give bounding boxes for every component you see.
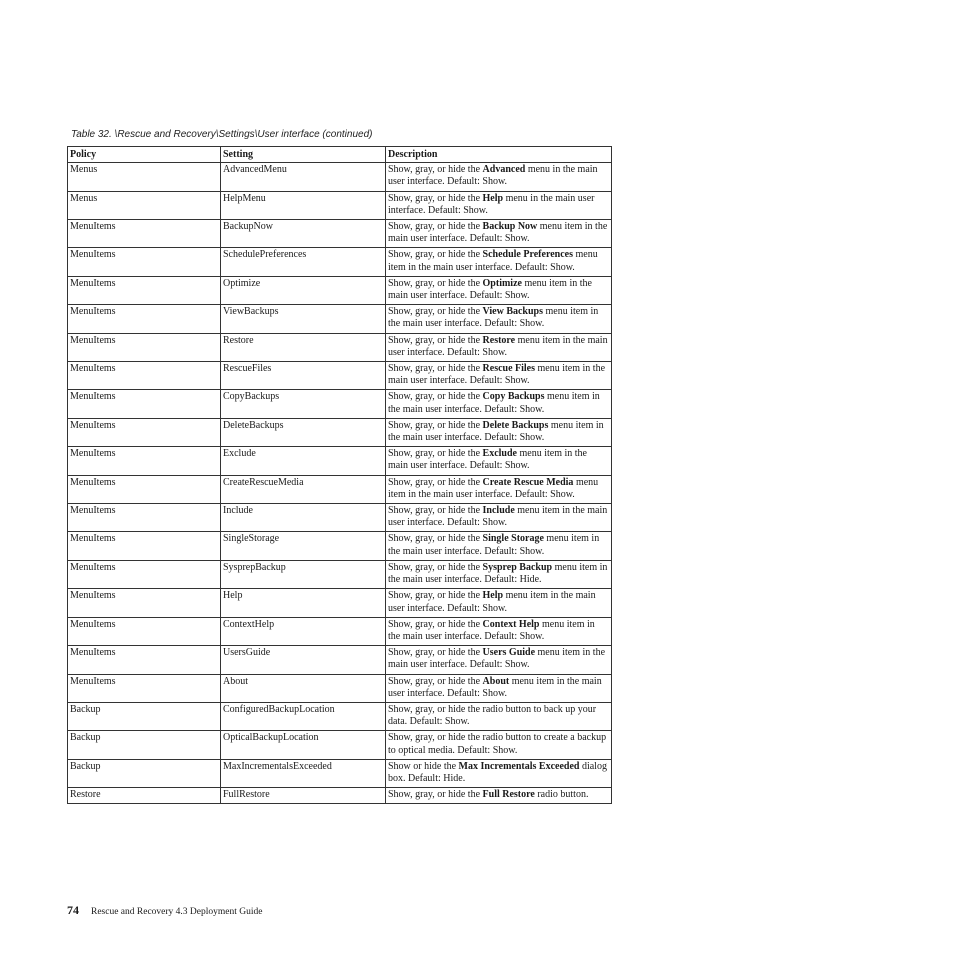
table-caption: Table 32. \Rescue and Recovery\Settings\User interface (continued) (71, 129, 373, 140)
description-text: menu item in the main user interface. Default: Show. (388, 334, 608, 358)
description-text: radio button. (534, 789, 589, 801)
description-cell (386, 390, 612, 418)
table-row (68, 418, 612, 446)
policy-cell: MenuItems (68, 362, 221, 390)
description-text: Show, gray, or hide the (388, 647, 483, 659)
setting-cell: ContextHelp (221, 617, 386, 645)
description-keyword: Optimize (482, 277, 522, 289)
table-row (68, 390, 612, 418)
description-text: menu item in the main user interface. Default: Show. (388, 590, 596, 614)
table-row (68, 617, 612, 645)
setting-cell: BackupNow (221, 220, 386, 248)
table-row (68, 248, 612, 276)
description-cell (386, 560, 612, 588)
policy-cell: MenuItems (68, 390, 221, 418)
description-keyword: Help (482, 192, 504, 204)
description-keyword: Max Incrementals Exceeded (458, 760, 580, 772)
description-keyword: Sysprep Backup (482, 561, 553, 573)
description-cell (386, 333, 612, 361)
description-cell (386, 305, 612, 333)
table-row (68, 674, 612, 702)
table-row (68, 788, 612, 804)
description-keyword: Copy Backups (482, 391, 545, 403)
setting-cell: Include (221, 504, 386, 532)
policy-cell: Backup (68, 759, 221, 787)
setting-cell: SchedulePreferences (221, 248, 386, 276)
description-keyword: Delete Backups (482, 419, 549, 431)
description-cell (386, 759, 612, 787)
page-number: 74 (67, 903, 79, 917)
description-text: menu item in the main user interface. Default: Show. (388, 618, 595, 642)
description-cell (386, 702, 612, 730)
description-text: menu item in the main user interface. Default: Show. (388, 647, 606, 671)
policy-cell: MenuItems (68, 646, 221, 674)
description-text: Show, gray, or hide the (388, 192, 483, 204)
description-text: Show, gray, or hide the (388, 306, 483, 318)
setting-cell: Help (221, 589, 386, 617)
policy-cell: Menus (68, 191, 221, 219)
setting-cell: OpticalBackupLocation (221, 731, 386, 759)
description-text: menu item in the main user interface. Default: Show. (388, 419, 604, 444)
description-keyword: Restore (482, 334, 516, 346)
description-keyword: Include (482, 505, 515, 517)
policy-cell: MenuItems (68, 504, 221, 532)
description-cell (386, 362, 612, 390)
setting-cell: SysprepBackup (221, 560, 386, 588)
table-row (68, 589, 612, 617)
header-setting: Setting (221, 147, 386, 163)
table-row (68, 191, 612, 219)
setting-cell: CopyBackups (221, 390, 386, 418)
description-keyword: Context Help (482, 618, 540, 630)
description-text: Show, gray, or hide the (388, 618, 483, 630)
table-row (68, 333, 612, 361)
setting-cell: Exclude (221, 447, 386, 475)
table-row (68, 702, 612, 730)
setting-cell: MaxIncrementalsExceeded (221, 759, 386, 787)
description-cell (386, 163, 612, 191)
description-text: menu item in the main user interface. Default: Show. (388, 448, 587, 472)
setting-cell: Optimize (221, 276, 386, 304)
description-text: Show, gray, or hide the (388, 561, 483, 573)
setting-cell: RescueFiles (221, 362, 386, 390)
setting-cell: FullRestore (221, 788, 386, 804)
description-cell (386, 617, 612, 645)
description-keyword: Help (482, 590, 504, 602)
description-cell (386, 276, 612, 304)
description-keyword: Single Storage (482, 533, 544, 545)
description-text: dialog box. Default: Hide. (388, 760, 607, 784)
table-row (68, 305, 612, 333)
description-text: Show, gray, or hide the (388, 533, 483, 545)
table-row (68, 731, 612, 759)
description-text: Show, gray, or hide the (388, 221, 483, 233)
policy-cell: MenuItems (68, 305, 221, 333)
table-row (68, 220, 612, 248)
description-text: Show, gray, or hide the (388, 419, 483, 431)
description-text: Show, gray, or hide the radio button to back up your data. Default: Show. (388, 703, 597, 728)
description-text: menu item in the main user interface. Default: Show. (388, 306, 599, 330)
table-row (68, 163, 612, 191)
description-text: menu item in the main user interface. Default: Show. (388, 391, 600, 415)
description-cell (386, 475, 612, 503)
description-text: menu item in the main user interface. Default: Show. (388, 277, 592, 302)
description-text: menu in the main user interface. Default: Show. (388, 164, 598, 188)
description-text: Show, gray, or hide the radio button to create a backup to optical media. Default: Show. (388, 732, 607, 756)
header-policy: Policy (68, 147, 221, 163)
description-text: menu item in the main user interface. Default: Hide. (388, 561, 608, 586)
policy-cell: MenuItems (68, 589, 221, 617)
description-keyword: Users Guide (482, 647, 536, 659)
description-cell (386, 191, 612, 219)
policy-cell: MenuItems (68, 532, 221, 560)
description-cell (386, 589, 612, 617)
description-cell (386, 504, 612, 532)
policy-cell: MenuItems (68, 617, 221, 645)
policy-cell: MenuItems (68, 220, 221, 248)
policy-cell: MenuItems (68, 418, 221, 446)
description-keyword: Advanced (482, 164, 526, 176)
description-cell (386, 248, 612, 276)
setting-cell: AdvancedMenu (221, 163, 386, 191)
policy-cell: MenuItems (68, 248, 221, 276)
description-text: menu item in the main user interface. Default: Show. (388, 505, 608, 529)
setting-cell: About (221, 674, 386, 702)
description-keyword: Schedule Preferences (482, 249, 573, 261)
setting-cell: CreateRescueMedia (221, 475, 386, 503)
description-keyword: Rescue Files (482, 363, 536, 375)
header-description: Description (386, 147, 612, 163)
description-cell (386, 447, 612, 475)
settings-table (67, 146, 612, 804)
description-text: Show, gray, or hide the (388, 249, 483, 261)
description-keyword: About (482, 675, 510, 687)
page-footer (67, 901, 262, 919)
description-text: menu item in the main user interface. Default: Show. (388, 476, 599, 500)
description-keyword: View Backups (482, 306, 544, 318)
description-text: Show, gray, or hide the (388, 164, 483, 176)
setting-cell: Restore (221, 333, 386, 361)
table-row (68, 276, 612, 304)
description-cell (386, 731, 612, 759)
description-text: Show, gray, or hide the (388, 590, 483, 602)
policy-cell: Backup (68, 702, 221, 730)
description-text: menu item in the main user interface. Default: Show. (388, 249, 598, 273)
description-text: Show, gray, or hide the (388, 476, 483, 488)
setting-cell: SingleStorage (221, 532, 386, 560)
description-cell (386, 788, 612, 804)
description-text: Show, gray, or hide the (388, 505, 483, 517)
description-cell (386, 646, 612, 674)
table-row (68, 759, 612, 787)
policy-cell: MenuItems (68, 475, 221, 503)
description-cell (386, 532, 612, 560)
setting-cell: ConfiguredBackupLocation (221, 702, 386, 730)
policy-cell: MenuItems (68, 276, 221, 304)
setting-cell: HelpMenu (221, 191, 386, 219)
description-text: menu item in the main user interface. Default: Show. (388, 221, 608, 245)
description-keyword: Full Restore (482, 789, 535, 801)
description-text: Show, gray, or hide the (388, 391, 483, 403)
table-row (68, 504, 612, 532)
policy-cell: Menus (68, 163, 221, 191)
setting-cell: ViewBackups (221, 305, 386, 333)
description-text: menu item in the main user interface. Default: Show. (388, 533, 600, 557)
description-text: Show, gray, or hide the (388, 363, 483, 375)
policy-cell: Backup (68, 731, 221, 759)
policy-cell: MenuItems (68, 447, 221, 475)
table-row (68, 532, 612, 560)
description-text: Show, gray, or hide the (388, 448, 483, 460)
policy-cell: MenuItems (68, 674, 221, 702)
description-keyword: Create Rescue Media (482, 476, 574, 488)
description-text: menu in the main user interface. Default: Show. (388, 192, 595, 216)
description-keyword: Backup Now (482, 221, 538, 233)
description-text: Show, gray, or hide the (388, 789, 483, 801)
description-cell (386, 418, 612, 446)
table-row (68, 475, 612, 503)
description-text: Show, gray, or hide the (388, 277, 483, 289)
table-row (68, 560, 612, 588)
description-text: menu item in the main user interface. Default: Show. (388, 675, 602, 699)
setting-cell: UsersGuide (221, 646, 386, 674)
table-row (68, 362, 612, 390)
table-row (68, 447, 612, 475)
policy-cell: MenuItems (68, 333, 221, 361)
policy-cell: Restore (68, 788, 221, 804)
policy-cell: MenuItems (68, 560, 221, 588)
document-title: Rescue and Recovery 4.3 Deployment Guide (91, 907, 263, 917)
description-cell (386, 674, 612, 702)
table-header-row (68, 147, 612, 163)
table-row (68, 646, 612, 674)
description-text: Show, gray, or hide the (388, 334, 483, 346)
description-keyword: Exclude (482, 448, 517, 460)
description-text: Show, gray, or hide the (388, 675, 483, 687)
setting-cell: DeleteBackups (221, 418, 386, 446)
description-text: Show or hide the (388, 760, 459, 772)
description-text: menu item in the main user interface. Default: Show. (388, 363, 606, 387)
description-cell (386, 220, 612, 248)
